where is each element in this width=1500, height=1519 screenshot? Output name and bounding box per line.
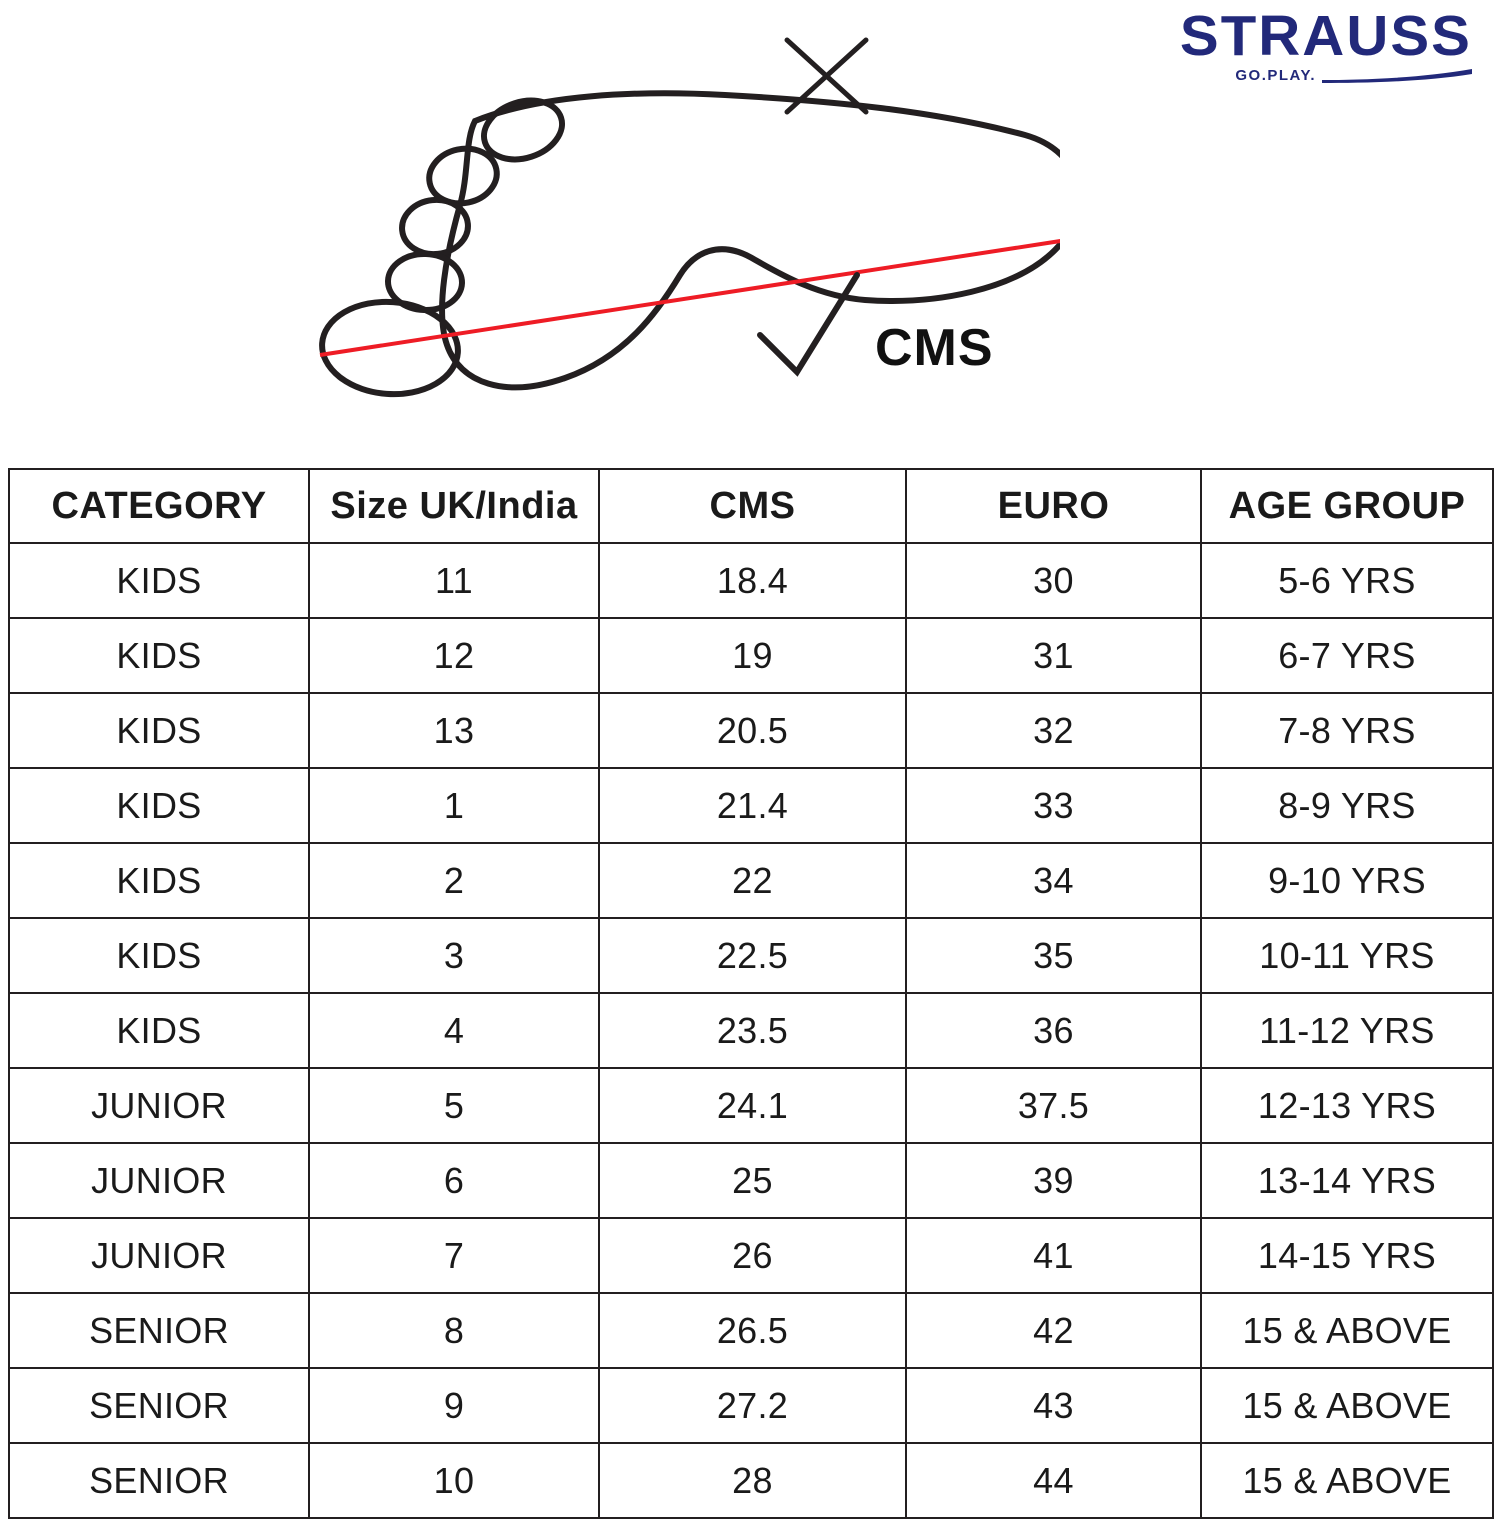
- cell-age-group: 15 & ABOVE: [1201, 1368, 1493, 1443]
- cell-size: 11: [309, 543, 599, 618]
- cell-euro: 33: [906, 768, 1201, 843]
- table-header-row: [9, 469, 1493, 543]
- cell-euro: 31: [906, 618, 1201, 693]
- cell-size: 12: [309, 618, 599, 693]
- cell-size: 7: [309, 1218, 599, 1293]
- cell-euro: 35: [906, 918, 1201, 993]
- cell-category: KIDS: [9, 918, 309, 993]
- cell-age-group: 11-12 YRS: [1201, 993, 1493, 1068]
- cell-category: JUNIOR: [9, 1143, 309, 1218]
- cell-age-group: 14-15 YRS: [1201, 1218, 1493, 1293]
- cell-category: KIDS: [9, 843, 309, 918]
- brand-tagline: GO.PLAY.: [1235, 67, 1316, 84]
- cell-category: JUNIOR: [9, 1218, 309, 1293]
- cell-size: 6: [309, 1143, 599, 1218]
- cell-size: 13: [309, 693, 599, 768]
- cell-category: SENIOR: [9, 1368, 309, 1443]
- cell-cms: 28: [599, 1443, 906, 1518]
- cell-age-group: 15 & ABOVE: [1201, 1443, 1493, 1518]
- brand-tagline-row: [1092, 67, 1472, 84]
- size-chart-table: [8, 468, 1494, 1519]
- cell-euro: 39: [906, 1143, 1201, 1218]
- cell-euro: 44: [906, 1443, 1201, 1518]
- table-row: [9, 618, 1493, 693]
- cell-euro: 41: [906, 1218, 1201, 1293]
- cell-cms: 24.1: [599, 1068, 906, 1143]
- cell-category: KIDS: [9, 993, 309, 1068]
- cell-size: 8: [309, 1293, 599, 1368]
- cell-size: 2: [309, 843, 599, 918]
- cell-cms: 21.4: [599, 768, 906, 843]
- cell-category: KIDS: [9, 768, 309, 843]
- cell-cms: 27.2: [599, 1368, 906, 1443]
- column-header-age-group: AGE GROUP: [1201, 469, 1493, 543]
- brand-name: STRAUSS: [1179, 4, 1472, 68]
- cell-category: JUNIOR: [9, 1068, 309, 1143]
- cell-size: 1: [309, 768, 599, 843]
- cell-age-group: 10-11 YRS: [1201, 918, 1493, 993]
- table-row: [9, 693, 1493, 768]
- cell-cms: 25: [599, 1143, 906, 1218]
- cell-age-group: 7-8 YRS: [1201, 693, 1493, 768]
- column-header-size-uk-india: Size UK/India: [309, 469, 599, 543]
- cell-cms: 22: [599, 843, 906, 918]
- size-table-wrapper: [8, 468, 1492, 1519]
- table-row: [9, 993, 1493, 1068]
- cell-cms: 22.5: [599, 918, 906, 993]
- cell-euro: 37.5: [906, 1068, 1201, 1143]
- cell-euro: 32: [906, 693, 1201, 768]
- cell-category: KIDS: [9, 618, 309, 693]
- table-row: [9, 1218, 1493, 1293]
- swoosh-icon: [1322, 69, 1472, 83]
- cell-euro: 42: [906, 1293, 1201, 1368]
- cell-size: 9: [309, 1368, 599, 1443]
- cell-age-group: 9-10 YRS: [1201, 843, 1493, 918]
- cell-size: 3: [309, 918, 599, 993]
- cms-measure-label: CMS: [875, 319, 994, 377]
- column-header-euro: EURO: [906, 469, 1201, 543]
- brand-logo: [1092, 4, 1472, 84]
- table-row: [9, 918, 1493, 993]
- toes-group: [319, 91, 570, 399]
- cell-cms: 26: [599, 1218, 906, 1293]
- cell-category: KIDS: [9, 543, 309, 618]
- table-row: [9, 1368, 1493, 1443]
- table-row: [9, 843, 1493, 918]
- cell-cms: 19: [599, 618, 906, 693]
- cell-cms: 26.5: [599, 1293, 906, 1368]
- cell-euro: 36: [906, 993, 1201, 1068]
- cell-age-group: 13-14 YRS: [1201, 1143, 1493, 1218]
- cell-cms: 18.4: [599, 543, 906, 618]
- cell-age-group: 8-9 YRS: [1201, 768, 1493, 843]
- table-row: [9, 1143, 1493, 1218]
- column-header-category: CATEGORY: [9, 469, 309, 543]
- table-row: [9, 1443, 1493, 1518]
- cell-size: 5: [309, 1068, 599, 1143]
- cell-age-group: 12-13 YRS: [1201, 1068, 1493, 1143]
- cell-age-group: 6-7 YRS: [1201, 618, 1493, 693]
- table-row: [9, 768, 1493, 843]
- cell-euro: 30: [906, 543, 1201, 618]
- cell-size: 10: [309, 1443, 599, 1518]
- cell-age-group: 5-6 YRS: [1201, 543, 1493, 618]
- column-header-cms: CMS: [599, 469, 906, 543]
- cell-category: SENIOR: [9, 1443, 309, 1518]
- cell-euro: 34: [906, 843, 1201, 918]
- cell-category: SENIOR: [9, 1293, 309, 1368]
- table-row: [9, 1068, 1493, 1143]
- cell-cms: 20.5: [599, 693, 906, 768]
- table-row: [9, 1293, 1493, 1368]
- cell-age-group: 15 & ABOVE: [1201, 1293, 1493, 1368]
- table-row: [9, 543, 1493, 618]
- cell-cms: 23.5: [599, 993, 906, 1068]
- cell-euro: 43: [906, 1368, 1201, 1443]
- toe-third: [399, 197, 470, 258]
- cell-category: KIDS: [9, 693, 309, 768]
- cell-size: 4: [309, 993, 599, 1068]
